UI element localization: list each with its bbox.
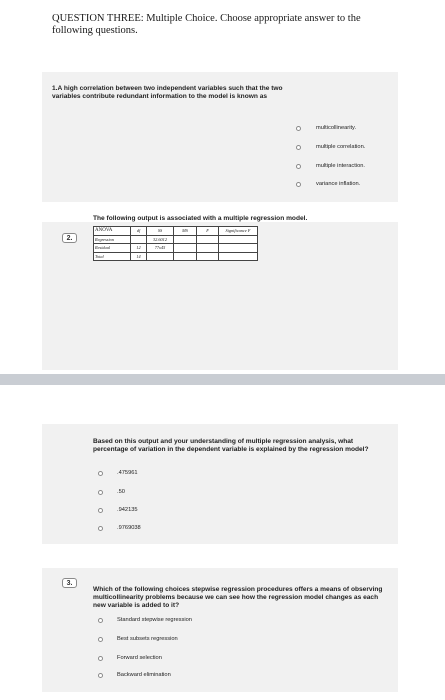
q3-option-1-radio[interactable] — [98, 618, 103, 623]
table-cell — [174, 244, 197, 253]
table-cell: 77x45 — [147, 244, 174, 253]
page-heading: QUESTION THREE: Multiple Choice. Choose appropriate answer to the following questions. — [52, 13, 361, 36]
table-cell — [131, 235, 147, 244]
q1-option-4-label[interactable]: variance inflation. — [316, 181, 361, 187]
question-2-number-badge: 2. — [62, 233, 77, 243]
q1-option-1-label[interactable]: multicollinearity. — [316, 125, 357, 131]
anova-table — [93, 226, 258, 261]
question-2-text: The following output is associated with a multiple regression model. — [93, 215, 308, 222]
table-cell — [197, 244, 219, 253]
q1-option-3-radio[interactable] — [296, 164, 301, 169]
table-row — [94, 252, 258, 261]
q2-option-3-radio[interactable] — [98, 508, 103, 513]
table-header-row — [94, 227, 258, 236]
q3-option-2-label[interactable]: Best subsets regression — [117, 636, 178, 642]
page-divider — [0, 374, 445, 385]
question-3-number-badge: 3. — [62, 578, 77, 588]
q2-option-1-radio[interactable] — [98, 471, 103, 476]
q2-option-3-label[interactable]: .942135 — [117, 507, 138, 513]
table-cell: 12 — [131, 244, 147, 253]
table-row — [94, 235, 258, 244]
table-header: ANOVA — [94, 227, 131, 236]
q1-option-4-radio[interactable] — [296, 182, 301, 187]
table-cell — [174, 235, 197, 244]
table-cell: 32.6012 — [147, 235, 174, 244]
question-1-text: 1.A high correlation between two independent variables such that the two variables contribute redundant information to the model is known as — [52, 85, 283, 100]
table-cell: Regression — [94, 235, 131, 244]
table-header: SS — [147, 227, 174, 236]
table-cell: Total — [94, 252, 131, 261]
table-cell — [197, 252, 219, 261]
table-header: MS — [174, 227, 197, 236]
table-cell — [197, 235, 219, 244]
table-header: df — [131, 227, 147, 236]
q3-option-3-label[interactable]: Forward selection — [117, 655, 162, 661]
question-2-followup-text: Based on this output and your understanding of multiple regression analysis, what percentage of variation in the dependent variable is explained by the regression model? — [93, 438, 369, 453]
table-cell: Residual — [94, 244, 131, 253]
q2-option-2-label[interactable]: .50 — [117, 489, 125, 495]
table-cell — [219, 235, 258, 244]
q3-option-3-radio[interactable] — [98, 656, 103, 661]
q3-option-1-label[interactable]: Standard stepwise regression — [117, 617, 192, 623]
q2-option-4-radio[interactable] — [98, 526, 103, 531]
q3-option-4-label[interactable]: Backward elimination — [117, 672, 171, 678]
table-header: F — [197, 227, 219, 236]
question-3-text: Which of the following choices stepwise regression procedures offers a means of observing multicollinearity problems because we can see how the regression model changes as each new variable is added to it? — [93, 586, 383, 609]
q3-option-2-radio[interactable] — [98, 637, 103, 642]
table-cell — [174, 252, 197, 261]
table-row — [94, 244, 258, 253]
table-cell — [219, 252, 258, 261]
q1-option-1-radio[interactable] — [296, 126, 301, 131]
table-header: Significance F — [219, 227, 258, 236]
q1-option-2-label[interactable]: multiple correlation. — [316, 144, 366, 150]
table-cell: 14 — [131, 252, 147, 261]
q2-option-1-label[interactable]: .475961 — [117, 470, 138, 476]
q2-option-2-radio[interactable] — [98, 490, 103, 495]
q2-option-4-label[interactable]: .9769038 — [117, 525, 141, 531]
table-cell — [147, 252, 174, 261]
q1-option-2-radio[interactable] — [296, 145, 301, 150]
q3-option-4-radio[interactable] — [98, 673, 103, 678]
q1-option-3-label[interactable]: multiple interaction. — [316, 163, 365, 169]
table-cell — [219, 244, 258, 253]
